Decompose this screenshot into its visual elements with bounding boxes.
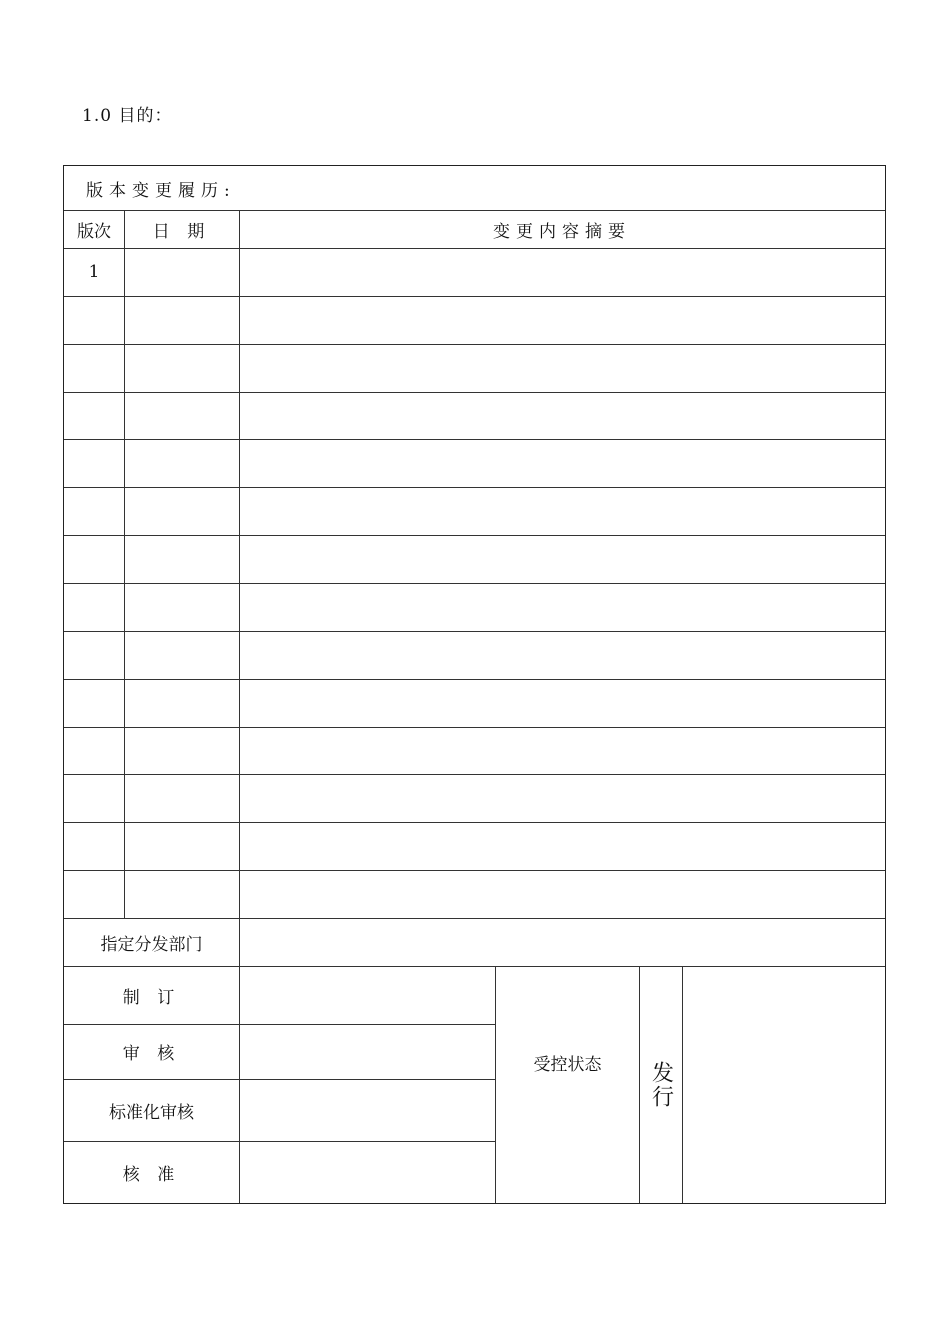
history-cell-date[interactable]: [124, 392, 239, 440]
control-status-label: 受控状态: [533, 1054, 602, 1075]
history-cell-summary[interactable]: [239, 344, 885, 392]
history-cell-version[interactable]: [64, 774, 124, 822]
history-cell-version[interactable]: [64, 870, 124, 918]
history-cell-date[interactable]: [124, 439, 239, 487]
history-cell-summary[interactable]: [239, 487, 885, 535]
history-cell-version[interactable]: [64, 344, 124, 392]
section-heading: 1.0 目的：: [82, 106, 173, 126]
history-cell-summary[interactable]: [239, 727, 885, 775]
history-cell-date[interactable]: [124, 774, 239, 822]
history-cell-version[interactable]: [64, 583, 124, 631]
column-header-summary: 变更内容摘要: [493, 221, 631, 242]
history-cell-summary[interactable]: [239, 439, 885, 487]
history-cell-summary[interactable]: [239, 870, 885, 918]
history-cell-summary[interactable]: [239, 392, 885, 440]
role-reviewed: 审 核: [122, 1044, 181, 1064]
history-cell-summary[interactable]: [239, 296, 885, 344]
history-cell-version[interactable]: [64, 631, 124, 679]
history-cell-date[interactable]: [124, 679, 239, 727]
document-form: [63, 165, 886, 1204]
history-cell-version[interactable]: [64, 296, 124, 344]
history-cell-version[interactable]: [64, 822, 124, 870]
history-cell-date[interactable]: [124, 822, 239, 870]
release-status-value[interactable]: [683, 966, 885, 1203]
history-cell-summary[interactable]: [239, 822, 885, 870]
history-cell-date[interactable]: [124, 344, 239, 392]
distribution-label: 指定分发部门: [100, 934, 203, 955]
distribution-value[interactable]: [240, 918, 885, 966]
history-cell-version[interactable]: [64, 392, 124, 440]
history-cell-version[interactable]: [64, 679, 124, 727]
history-cell-summary[interactable]: [239, 583, 885, 631]
column-header-version: 版次: [77, 221, 111, 242]
history-cell-version[interactable]: [64, 535, 124, 583]
role-approved: 核 准: [122, 1164, 181, 1185]
history-cell-summary[interactable]: [239, 535, 885, 583]
history-cell-summary[interactable]: [239, 679, 885, 727]
history-title-text: 版本变更履历:: [86, 180, 236, 201]
role-standardization-review: 标准化审核: [109, 1102, 194, 1123]
history-cell-version[interactable]: [64, 727, 124, 775]
history-title: [86, 166, 236, 210]
history-cell-version[interactable]: 1: [88, 261, 100, 282]
history-cell-date[interactable]: [124, 296, 239, 344]
history-cell-summary[interactable]: [239, 774, 885, 822]
history-cell-date[interactable]: [124, 870, 239, 918]
history-cell-date[interactable]: [124, 631, 239, 679]
history-cell-date[interactable]: [124, 487, 239, 535]
role-drafted: 制 订: [122, 987, 181, 1008]
history-cell-version[interactable]: [64, 439, 124, 487]
history-cell-summary[interactable]: [239, 631, 885, 679]
column-header-date: 日 期: [152, 221, 211, 242]
history-cell-version[interactable]: [64, 487, 124, 535]
release-status: [640, 966, 682, 1203]
history-cell-date[interactable]: [124, 248, 239, 296]
history-cell-date[interactable]: [124, 727, 239, 775]
history-cell-summary[interactable]: [239, 248, 885, 296]
history-cell-date[interactable]: [124, 583, 239, 631]
release-status-text: 发行: [648, 1060, 674, 1109]
history-cell-date[interactable]: [124, 535, 239, 583]
